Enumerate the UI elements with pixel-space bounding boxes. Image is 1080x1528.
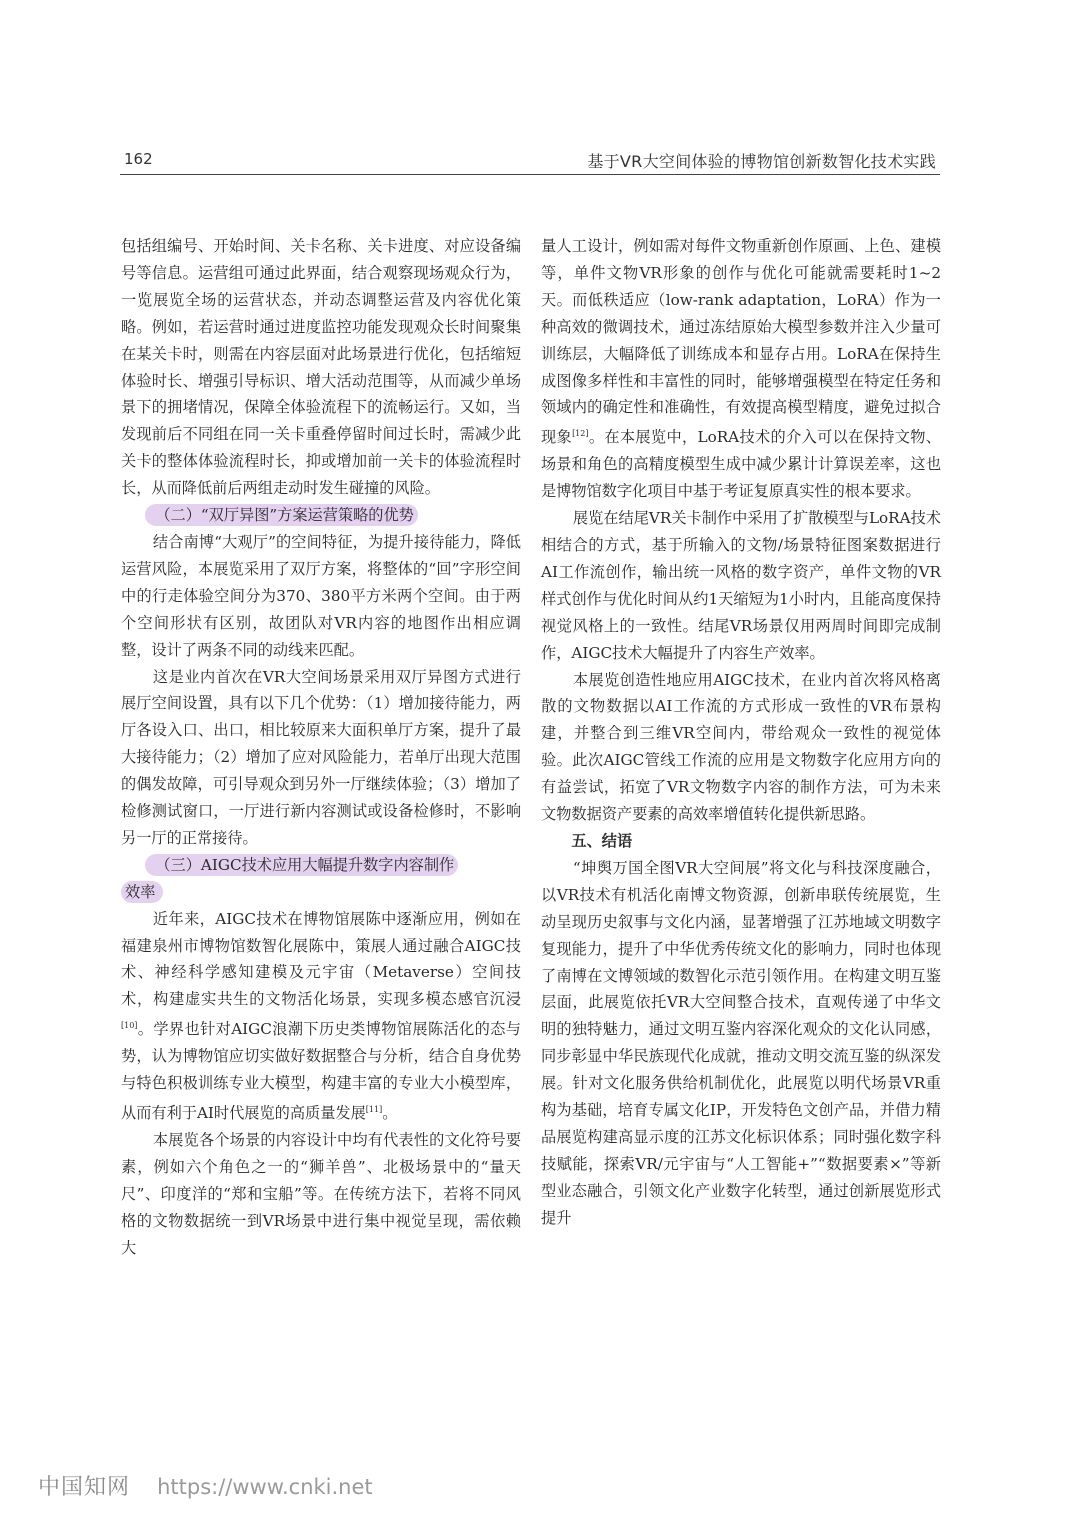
cnki-url[interactable]: https://www.cnki.net (157, 1475, 373, 1499)
paragraph-text: 。 (382, 1104, 398, 1123)
highlighted-heading: （二）“双厅异图”方案运营策略的优势 (145, 504, 418, 526)
paragraph-continuation (541, 233, 941, 505)
right-column (541, 233, 941, 1232)
running-title: 基于VR大空间体验的博物馆创新数智化技术实践 (587, 152, 936, 171)
citation-ref-11[interactable]: [11] (365, 1105, 383, 1115)
section-heading-3-continued (121, 879, 521, 906)
paragraph: “坤舆万国全图VR大空间展”将文化与科技深度融合，以VR技术有机活化南博文物资源，创新串联传统展览，生动呈现历史叙事与文化内涵，显著增强了江苏地域文明数字复现能力，提升了中华优秀传统文化的影响力，同时也体现了南博在文博领域的数智化示范引领作用。在构建文明互鉴层面，此展览依托VR大空间整合技术，直观传递了中华文明的独特魅力，通过文明互鉴内容深化观众的文化认同感，同步彰显中华民族现代化成就，推动文明交流互鉴的纵深发展。针对文化服务供给机制优化，此展览以明代场景VR重构为基础，培育专属文化IP，开发特色文创产品，并借力精品展览构建高显示度的江苏文化标识体系；同时强化数字科技赋能，探索VR/元宇宙与“人工智能+”“数据要素×”等新型业态融合，引领文化产业数字化转型，通过创新展览形式提升 (541, 858, 941, 1227)
cnki-logo: 中国知网 (38, 1475, 131, 1500)
paragraph-text: 。学界也针对AIGC浪潮下历史类博物馆展陈活化的态与势，认为博物馆应切实做好数据整合与分析，结合自身优势与特色积极训练专业大模型，构建丰富的专业大小模型库，从而有利于AI时代展览的高质量发展 (121, 1020, 521, 1123)
paragraph-continuation: 包括组编号、开始时间、关卡名称、关卡进度、对应设备编号等信息。运营组可通过此界面，结合观察现场观众行为，一览展览全场的运营状态，并动态调整运营及内容优化策略。例如，若运营时通过进度监控功能发现观众长时间聚集在某关卡时，则需在内容层面对此场景进行优化，包括缩短体验时长、增强引导标识、增大活动范围等，从而减少单场景下的拥堵情况，保障全体验流程下的流畅运行。又如，当发现前后不同组在同一关卡重叠停留时间过长时，需减少此关卡的整体体验流程时长，抑或增加前一关卡的体验流程时长，从而降低前后两组走动时发生碰撞的风险。 (121, 237, 521, 498)
citation-ref-10[interactable]: [10] (121, 1021, 138, 1031)
paragraph-text: 量人工设计，例如需对每件文物重新创作原画、上色、建模等，单件文物VR形象的创作与优化可能就需要耗时1~2天。而低秩适应（low-rank adaptation，LoRA）作为一种高效的微调技术，通过冻结原始大模型参数并注入少量可训练层，大幅降低了训练成本和显存占用。LoRA在保持生成图像多样性和丰富性的同时，能够增强模型在特定任务和领域内的确定性和准确性，有效提高模型精度，避免过拟合现象 (541, 237, 941, 447)
paragraph: 展览在结尾VR关卡制作中采用了扩散模型与LoRA技术相结合的方式，基于所输入的文物/场景特征图案数据进行AI工作流创作，输出统一风格的数字资产，单件文物的VR样式创作与优化时间从约1天缩短为1小时内，且能高度保持视觉风格上的一致性。结尾VR场景仅用两周时间即完成制作，AIGC技术大幅提升了内容生产效率。 (541, 509, 941, 662)
citation-ref-12[interactable]: [12] (572, 429, 589, 439)
paragraph (121, 906, 521, 1127)
paragraph: 结合南博“大观厅”的空间特征，为提升接待能力，降低运营风险，本展览采用了双厅方案，将整体的“回”字形空间中的行走体验空间分为370、380平方米两个空间。由于两个空间形状有区别，故团队对VR内容的地图作出相应调整，设计了两条不同的动线来匹配。 (121, 532, 521, 659)
highlighted-heading: （三）AIGC技术应用大幅提升数字内容制作 (145, 854, 458, 876)
section-heading-5: 五、结语 (571, 832, 633, 850)
section-heading-3 (121, 852, 521, 879)
footer-watermark (38, 1470, 373, 1501)
paragraph-text: 近年来，AIGC技术在博物馆展陈中逐渐应用，例如在福建泉州市博物馆数智化展陈中，策展人通过融合AIGC技术、神经科学感知建模及元宇宙（Metaverse）空间技术，构建虚实共生的文物活化场景，实现多模态感官沉浸 (121, 909, 521, 1009)
paragraph: 本展览创造性地应用AIGC技术，在业内首次将风格离散的文物数据以AI工作流的方式形成一致性的VR布景构建，并整合到三维VR空间内，带给观众一致性的视觉体验。此次AIGC管线工作流的应用是文物数字化应用方向的有益尝试，拓宽了VR文物数字内容的制作方法，可为未来文物数据资产要素的高效率增值转化提供新思路。 (541, 670, 941, 824)
left-column (121, 233, 521, 1262)
paragraph: 这是业内首次在VR大空间场景采用双厅异图方式进行展厅空间设置，具有以下几个优势：（1）增加接待能力，两厅各设入口、出口，相比较原来大面积单厅方案，提升了最大接待能力；（2）增加了应对风险能力，若单厅出现大范围的偶发故障，可引导观众到另外一厅继续体验；（3）增加了检修测试窗口，一厅进行新内容测试或设备检修时，不影响另一厅的正常接待。 (121, 667, 521, 847)
section-heading-2 (121, 502, 521, 529)
paragraph-text: 。在本展览中，LoRA技术的介入可以在保持文物、场景和角色的高精度模型生成中减少累计计算误差率，这也是博物馆数字化项目中基于考证复原真实性的根本要求。 (541, 428, 941, 501)
page-number: 162 (124, 150, 153, 168)
highlighted-heading: 效率 (121, 881, 163, 903)
running-header (120, 146, 940, 175)
paragraph: 本展览各个场景的内容设计中均有代表性的文化符号要素，例如六个角色之一的“狮羊兽”、北极场景中的“量天尺”、印度洋的“郑和宝船”等。在传统方法下，若将不同风格的文物数据统一到VR场景中进行集中视觉呈现，需依赖大 (121, 1131, 521, 1257)
